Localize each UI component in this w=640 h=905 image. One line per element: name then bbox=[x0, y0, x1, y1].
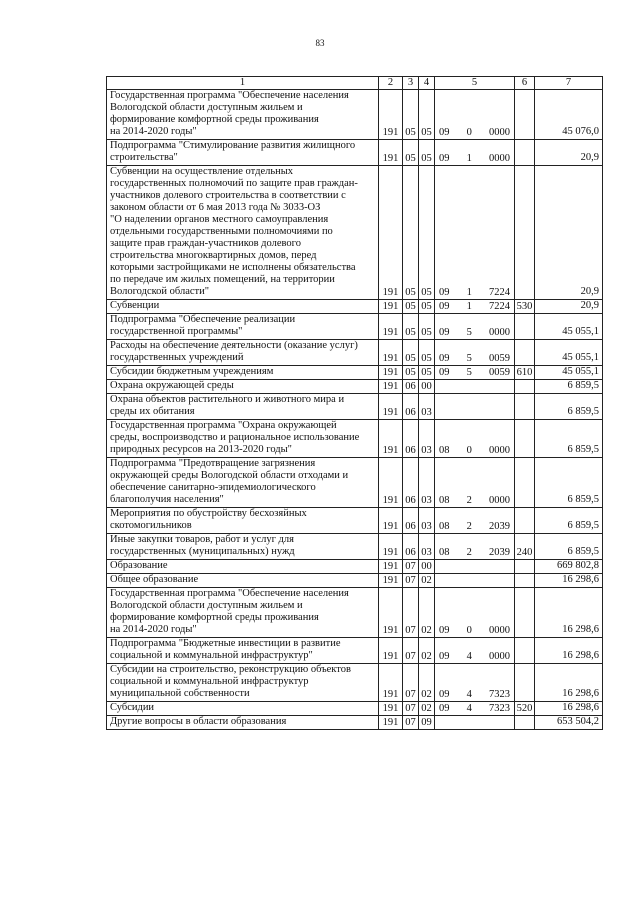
expense-type-code bbox=[515, 716, 535, 730]
target-article-part: 2039 bbox=[489, 547, 510, 558]
target-article-part: 09 bbox=[439, 327, 450, 338]
chapter-code: 191 bbox=[379, 140, 403, 166]
chapter-code: 191 bbox=[379, 314, 403, 340]
row-name: Расходы на обеспечение деятельности (оказание услуг) государственных учреждений bbox=[107, 340, 379, 366]
expense-type-code: 240 bbox=[515, 534, 535, 560]
target-article-code bbox=[435, 534, 515, 560]
amount-value: 45 055,1 bbox=[535, 314, 603, 340]
target-article-part: 09 bbox=[439, 287, 450, 298]
target-article-code bbox=[435, 638, 515, 664]
target-article-code bbox=[435, 560, 515, 574]
expense-type-code: 610 bbox=[515, 366, 535, 380]
target-article-part: 08 bbox=[439, 445, 450, 456]
expense-type-code bbox=[515, 560, 535, 574]
target-article-part: 08 bbox=[439, 521, 450, 532]
chapter-code: 191 bbox=[379, 716, 403, 730]
chapter-code: 191 bbox=[379, 638, 403, 664]
row-name: Общее образование bbox=[107, 574, 379, 588]
expense-type-code: 530 bbox=[515, 300, 535, 314]
target-article-code bbox=[435, 394, 515, 420]
row-name: Государственная программа "Обеспечение населения Вологодской области доступным жильем и формирование комфортной среды проживания на 2014-2020 годы" bbox=[107, 90, 379, 140]
row-name: Охрана объектов растительного и животного мира и среды их обитания bbox=[107, 394, 379, 420]
subsection-code: 09 bbox=[419, 716, 435, 730]
chapter-code: 191 bbox=[379, 300, 403, 314]
table-row bbox=[107, 366, 603, 380]
target-article-part: 09 bbox=[439, 127, 450, 138]
subsection-code: 00 bbox=[419, 380, 435, 394]
target-article-code bbox=[435, 574, 515, 588]
chapter-code: 191 bbox=[379, 534, 403, 560]
header-cell: 3 bbox=[403, 77, 419, 90]
target-article-part: 1 bbox=[466, 301, 472, 312]
subsection-code: 00 bbox=[419, 560, 435, 574]
page-number: 83 bbox=[315, 38, 325, 48]
amount-value: 669 802,8 bbox=[535, 560, 603, 574]
target-article-parts bbox=[435, 301, 514, 313]
target-article-part: 7323 bbox=[489, 689, 510, 700]
target-article-parts bbox=[435, 547, 514, 559]
amount-value: 6 859,5 bbox=[535, 508, 603, 534]
target-article-code bbox=[435, 702, 515, 716]
target-article-code bbox=[435, 300, 515, 314]
chapter-code: 191 bbox=[379, 340, 403, 366]
target-article-part: 0000 bbox=[489, 327, 510, 338]
expense-type-code bbox=[515, 90, 535, 140]
amount-value: 45 076,0 bbox=[535, 90, 603, 140]
row-name: Субвенции bbox=[107, 300, 379, 314]
subsection-code: 05 bbox=[419, 166, 435, 300]
chapter-code: 191 bbox=[379, 588, 403, 638]
target-article-parts bbox=[435, 287, 514, 299]
table-row bbox=[107, 166, 603, 300]
target-article-part: 09 bbox=[439, 353, 450, 364]
row-name: Субсидии бюджетным учреждениям bbox=[107, 366, 379, 380]
amount-value: 20,9 bbox=[535, 140, 603, 166]
chapter-code: 191 bbox=[379, 574, 403, 588]
target-article-part: 7224 bbox=[489, 287, 510, 298]
table-row bbox=[107, 534, 603, 560]
target-article-part: 4 bbox=[466, 651, 472, 662]
subsection-code: 02 bbox=[419, 702, 435, 716]
target-article-part: 7224 bbox=[489, 301, 510, 312]
amount-value: 6 859,5 bbox=[535, 420, 603, 458]
table-row bbox=[107, 458, 603, 508]
target-article-part: 4 bbox=[466, 703, 472, 714]
section-code: 07 bbox=[403, 588, 419, 638]
expense-type-code bbox=[515, 458, 535, 508]
subsection-code: 05 bbox=[419, 300, 435, 314]
expense-type-code bbox=[515, 394, 535, 420]
target-article-part: 2 bbox=[466, 547, 472, 558]
target-article-part: 0059 bbox=[489, 367, 510, 378]
amount-value: 16 298,6 bbox=[535, 638, 603, 664]
table-row bbox=[107, 314, 603, 340]
chapter-code: 191 bbox=[379, 90, 403, 140]
chapter-code: 191 bbox=[379, 702, 403, 716]
table-row bbox=[107, 380, 603, 394]
chapter-code: 191 bbox=[379, 366, 403, 380]
target-article-part: 1 bbox=[466, 153, 472, 164]
target-article-part: 0000 bbox=[489, 625, 510, 636]
section-code: 05 bbox=[403, 300, 419, 314]
target-article-part: 0000 bbox=[489, 651, 510, 662]
section-code: 05 bbox=[403, 90, 419, 140]
expense-type-code bbox=[515, 588, 535, 638]
subsection-code: 05 bbox=[419, 340, 435, 366]
target-article-code bbox=[435, 380, 515, 394]
target-article-code bbox=[435, 588, 515, 638]
section-code: 05 bbox=[403, 140, 419, 166]
chapter-code: 191 bbox=[379, 508, 403, 534]
expense-type-code bbox=[515, 664, 535, 702]
target-article-parts bbox=[435, 703, 514, 715]
chapter-code: 191 bbox=[379, 664, 403, 702]
target-article-part: 0 bbox=[466, 445, 472, 456]
row-name: Субсидии на строительство, реконструкцию объектов социальной и коммунальной инфраструктур муниципальной собственности bbox=[107, 664, 379, 702]
target-article-code bbox=[435, 458, 515, 508]
subsection-code: 05 bbox=[419, 140, 435, 166]
target-article-code bbox=[435, 508, 515, 534]
table-row bbox=[107, 664, 603, 702]
chapter-code: 191 bbox=[379, 166, 403, 300]
section-code: 07 bbox=[403, 638, 419, 664]
target-article-part: 09 bbox=[439, 689, 450, 700]
target-article-part: 0059 bbox=[489, 353, 510, 364]
target-article-parts bbox=[435, 651, 514, 663]
amount-value: 20,9 bbox=[535, 166, 603, 300]
target-article-part: 5 bbox=[466, 353, 472, 364]
table-row bbox=[107, 574, 603, 588]
subsection-code: 05 bbox=[419, 366, 435, 380]
row-name: Образование bbox=[107, 560, 379, 574]
target-article-parts bbox=[435, 127, 514, 139]
header-cell: 1 bbox=[107, 77, 379, 90]
target-article-code bbox=[435, 314, 515, 340]
subsection-code: 02 bbox=[419, 588, 435, 638]
amount-value: 16 298,6 bbox=[535, 588, 603, 638]
subsection-code: 02 bbox=[419, 638, 435, 664]
amount-value: 653 504,2 bbox=[535, 716, 603, 730]
target-article-part: 09 bbox=[439, 153, 450, 164]
expense-type-code bbox=[515, 508, 535, 534]
target-article-part: 0000 bbox=[489, 153, 510, 164]
target-article-code bbox=[435, 366, 515, 380]
target-article-part: 0000 bbox=[489, 495, 510, 506]
chapter-code: 191 bbox=[379, 458, 403, 508]
header-cell: 5 bbox=[435, 77, 515, 90]
target-article-part: 0 bbox=[466, 127, 472, 138]
subsection-code: 03 bbox=[419, 420, 435, 458]
budget-table bbox=[106, 76, 603, 730]
expense-type-code bbox=[515, 166, 535, 300]
table-header-row bbox=[107, 77, 603, 90]
table-row bbox=[107, 560, 603, 574]
table-row bbox=[107, 340, 603, 366]
header-cell: 4 bbox=[419, 77, 435, 90]
section-code: 07 bbox=[403, 664, 419, 702]
section-code: 07 bbox=[403, 716, 419, 730]
row-name: Субсидии bbox=[107, 702, 379, 716]
subsection-code: 03 bbox=[419, 508, 435, 534]
target-article-part: 5 bbox=[466, 367, 472, 378]
section-code: 05 bbox=[403, 366, 419, 380]
target-article-part: 0000 bbox=[489, 445, 510, 456]
row-name: Иные закупки товаров, работ и услуг для государственных (муниципальных) нужд bbox=[107, 534, 379, 560]
row-name: Другие вопросы в области образования bbox=[107, 716, 379, 730]
row-name: Подпрограмма "Стимулирование развития жилищного строительства" bbox=[107, 140, 379, 166]
target-article-part: 0 bbox=[466, 625, 472, 636]
target-article-parts bbox=[435, 353, 514, 365]
subsection-code: 05 bbox=[419, 314, 435, 340]
table-row bbox=[107, 588, 603, 638]
subsection-code: 05 bbox=[419, 90, 435, 140]
section-code: 06 bbox=[403, 380, 419, 394]
section-code: 07 bbox=[403, 702, 419, 716]
amount-value: 16 298,6 bbox=[535, 702, 603, 716]
target-article-parts bbox=[435, 327, 514, 339]
expense-type-code bbox=[515, 420, 535, 458]
expense-type-code bbox=[515, 140, 535, 166]
target-article-code bbox=[435, 420, 515, 458]
target-article-parts bbox=[435, 689, 514, 701]
target-article-part: 09 bbox=[439, 301, 450, 312]
amount-value: 16 298,6 bbox=[535, 664, 603, 702]
expense-type-code bbox=[515, 638, 535, 664]
amount-value: 45 055,1 bbox=[535, 340, 603, 366]
header-cell: 6 bbox=[515, 77, 535, 90]
target-article-parts bbox=[435, 153, 514, 165]
section-code: 06 bbox=[403, 534, 419, 560]
subsection-code: 02 bbox=[419, 664, 435, 702]
target-article-parts bbox=[435, 445, 514, 457]
target-article-part: 2 bbox=[466, 521, 472, 532]
chapter-code: 191 bbox=[379, 560, 403, 574]
section-code: 05 bbox=[403, 314, 419, 340]
table-row bbox=[107, 300, 603, 314]
target-article-part: 09 bbox=[439, 651, 450, 662]
target-article-parts bbox=[435, 625, 514, 637]
header-cell: 2 bbox=[379, 77, 403, 90]
expense-type-code bbox=[515, 574, 535, 588]
section-code: 06 bbox=[403, 394, 419, 420]
table-row bbox=[107, 508, 603, 534]
section-code: 07 bbox=[403, 574, 419, 588]
table-row bbox=[107, 90, 603, 140]
section-code: 07 bbox=[403, 560, 419, 574]
section-code: 06 bbox=[403, 508, 419, 534]
expense-type-code bbox=[515, 340, 535, 366]
row-name: Охрана окружающей среды bbox=[107, 380, 379, 394]
row-name: Государственная программа "Обеспечение населения Вологодской области доступным жильем и формирование комфортной среды проживания на 2014-2020 годы" bbox=[107, 588, 379, 638]
target-article-parts bbox=[435, 495, 514, 507]
table-row bbox=[107, 420, 603, 458]
subsection-code: 03 bbox=[419, 394, 435, 420]
amount-value: 6 859,5 bbox=[535, 458, 603, 508]
amount-value: 6 859,5 bbox=[535, 380, 603, 394]
row-name: Подпрограмма "Обеспечение реализации государственной программы" bbox=[107, 314, 379, 340]
target-article-code bbox=[435, 340, 515, 366]
chapter-code: 191 bbox=[379, 420, 403, 458]
expense-type-code bbox=[515, 380, 535, 394]
target-article-code bbox=[435, 166, 515, 300]
target-article-code bbox=[435, 664, 515, 702]
row-name: Мероприятия по обустройству бесхозяйных скотомогильников bbox=[107, 508, 379, 534]
target-article-code bbox=[435, 716, 515, 730]
target-article-part: 08 bbox=[439, 547, 450, 558]
target-article-part: 08 bbox=[439, 495, 450, 506]
row-name: Подпрограмма "Предотвращение загрязнения окружающей среды Вологодской области отходами и обеспечение санитарно-эпидемиологического благополучия населения" bbox=[107, 458, 379, 508]
target-article-code bbox=[435, 90, 515, 140]
target-article-part: 0000 bbox=[489, 127, 510, 138]
target-article-code bbox=[435, 140, 515, 166]
subsection-code: 03 bbox=[419, 458, 435, 508]
table-row bbox=[107, 716, 603, 730]
target-article-part: 09 bbox=[439, 703, 450, 714]
chapter-code: 191 bbox=[379, 394, 403, 420]
table-row bbox=[107, 394, 603, 420]
section-code: 05 bbox=[403, 166, 419, 300]
target-article-part: 2039 bbox=[489, 521, 510, 532]
target-article-parts bbox=[435, 367, 514, 379]
target-article-parts bbox=[435, 521, 514, 533]
target-article-part: 4 bbox=[466, 689, 472, 700]
amount-value: 20,9 bbox=[535, 300, 603, 314]
expense-type-code: 520 bbox=[515, 702, 535, 716]
subsection-code: 03 bbox=[419, 534, 435, 560]
amount-value: 45 055,1 bbox=[535, 366, 603, 380]
amount-value: 6 859,5 bbox=[535, 394, 603, 420]
chapter-code: 191 bbox=[379, 380, 403, 394]
section-code: 06 bbox=[403, 420, 419, 458]
row-name: Государственная программа "Охрана окружающей среды, воспроизводство и рациональное использование природных ресурсов на 2013-2020 годы" bbox=[107, 420, 379, 458]
target-article-part: 7323 bbox=[489, 703, 510, 714]
target-article-part: 2 bbox=[466, 495, 472, 506]
target-article-part: 09 bbox=[439, 625, 450, 636]
amount-value: 16 298,6 bbox=[535, 574, 603, 588]
table-row bbox=[107, 638, 603, 664]
expense-type-code bbox=[515, 314, 535, 340]
table-row bbox=[107, 140, 603, 166]
subsection-code: 02 bbox=[419, 574, 435, 588]
target-article-part: 09 bbox=[439, 367, 450, 378]
section-code: 05 bbox=[403, 340, 419, 366]
target-article-part: 1 bbox=[466, 287, 472, 298]
target-article-part: 5 bbox=[466, 327, 472, 338]
row-name: Подпрограмма "Бюджетные инвестиции в развитие социальной и коммунальной инфраструктур" bbox=[107, 638, 379, 664]
table-row bbox=[107, 702, 603, 716]
amount-value: 6 859,5 bbox=[535, 534, 603, 560]
section-code: 06 bbox=[403, 458, 419, 508]
row-name: Субвенции на осуществление отдельных государственных полномочий по защите прав граждан- участников долевого строительства в соответствии с законом области от 6 мая 2013 года № 3033-ОЗ "О наделении органов местного самоуправления отдельными государственными полномочиями по защите прав граждан-участников долевого строительства многоквартирных домов, перед которыми застройщиками не исполнены обязательства по передаче им жилых помещений, на территории Вологодской области" bbox=[107, 166, 379, 300]
header-cell: 7 bbox=[535, 77, 603, 90]
